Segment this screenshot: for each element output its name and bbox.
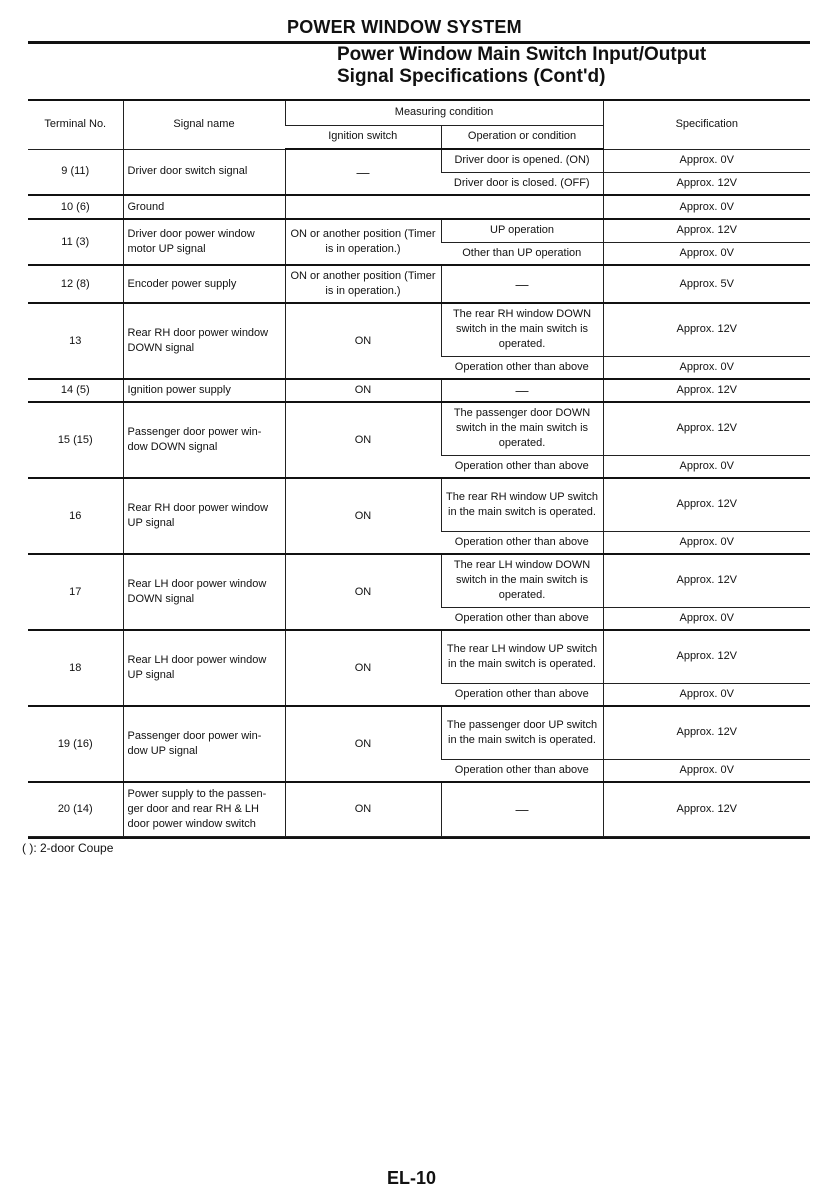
header-measuring-condition: Measuring condition	[285, 101, 603, 125]
table-bottom-rule	[28, 837, 810, 839]
specification-cell: Approx. 0V	[603, 683, 810, 706]
operation-cell: —	[441, 265, 603, 303]
operation-cell: The rear RH window UP switch in the main switch is operated.	[441, 478, 603, 531]
specification-cell: Approx. 0V	[603, 242, 810, 265]
header-terminal: Terminal No.	[28, 101, 123, 149]
operation-cell: The rear RH window DOWN switch in the main switch is operated.	[441, 303, 603, 356]
table-row	[28, 149, 810, 172]
operation-cell: —	[441, 782, 603, 836]
ignition-cell: ON	[285, 478, 441, 554]
signal-spec-table	[28, 101, 810, 837]
signal-name-cell: Rear LH door power window DOWN signal	[123, 554, 285, 630]
specification-cell: Approx. 0V	[603, 759, 810, 782]
terminal-cell: 18	[28, 630, 123, 706]
operation-cell: Operation other than above	[441, 607, 603, 630]
header-ignition-switch: Ignition switch	[285, 125, 441, 149]
signal-name-cell: Passenger door power win-dow DOWN signal	[123, 402, 285, 478]
table-row	[28, 782, 810, 836]
table-row	[28, 630, 810, 683]
specification-cell: Approx. 12V	[603, 172, 810, 195]
specification-cell: Approx. 12V	[603, 782, 810, 836]
terminal-cell: 13	[28, 303, 123, 379]
specification-cell: Approx. 12V	[603, 706, 810, 759]
ignition-cell: ON	[285, 379, 441, 402]
header-operation: Operation or condition	[441, 125, 603, 149]
specification-cell: Approx. 12V	[603, 303, 810, 356]
operation-cell: Operation other than above	[441, 455, 603, 478]
signal-name-cell: Rear RH door power window UP signal	[123, 478, 285, 554]
signal-name-cell: Ground	[123, 195, 285, 219]
operation-cell: The passenger door UP switch in the main switch is operated.	[441, 706, 603, 759]
operation-cell: Driver door is closed. (OFF)	[441, 172, 603, 195]
operation-cell: Operation other than above	[441, 683, 603, 706]
specification-cell: Approx. 12V	[603, 554, 810, 607]
terminal-cell: 10 (6)	[28, 195, 123, 219]
signal-name-cell: Encoder power supply	[123, 265, 285, 303]
subtitle-line-1: Power Window Main Switch Input/Output	[337, 44, 707, 65]
ignition-cell: ON	[285, 706, 441, 782]
specification-cell: Approx. 0V	[603, 455, 810, 478]
operation-cell: The passenger door DOWN switch in the main switch is operated.	[441, 402, 603, 455]
header-signal-name: Signal name	[123, 101, 285, 149]
terminal-cell: 16	[28, 478, 123, 554]
ignition-cell: ON or another position (Timer is in operation.)	[285, 265, 441, 303]
table-row	[28, 265, 810, 303]
terminal-cell: 19 (16)	[28, 706, 123, 782]
page-number: EL-10	[387, 1168, 437, 1188]
operation-cell: Other than UP operation	[441, 242, 603, 265]
signal-name-cell: Passenger door power win-dow UP signal	[123, 706, 285, 782]
operation-cell: Operation other than above	[441, 531, 603, 554]
operation-cell: Driver door is opened. (ON)	[441, 149, 603, 172]
terminal-cell: 17	[28, 554, 123, 630]
signal-name-cell: Driver door switch signal	[123, 149, 285, 195]
operation-cell: The rear LH window UP switch in the main switch is operated.	[441, 630, 603, 683]
table-row	[28, 219, 810, 242]
specification-cell: Approx. 12V	[603, 402, 810, 455]
signal-name-cell: Ignition power supply	[123, 379, 285, 402]
signal-name-cell: Power supply to the passen-ger door and rear RH & LH door power window switch	[123, 782, 285, 836]
ignition-cell: ON	[285, 782, 441, 836]
terminal-cell: 14 (5)	[28, 379, 123, 402]
ignition-cell: ON	[285, 630, 441, 706]
section-title: POWER WINDOW SYSTEM	[287, 17, 522, 37]
terminal-cell: 15 (15)	[28, 402, 123, 478]
specification-cell: Approx. 5V	[603, 265, 810, 303]
operation-cell: Operation other than above	[441, 356, 603, 379]
terminal-cell: 11 (3)	[28, 219, 123, 265]
table-row	[28, 379, 810, 402]
specification-cell: Approx. 12V	[603, 379, 810, 402]
page-subtitle	[337, 44, 706, 88]
signal-name-cell: Driver door power window motor UP signal	[123, 219, 285, 265]
table-row	[28, 402, 810, 455]
ignition-cell	[285, 195, 603, 219]
table-row	[28, 478, 810, 531]
operation-cell: —	[441, 379, 603, 402]
operation-cell: The rear LH window DOWN switch in the main switch is operated.	[441, 554, 603, 607]
specification-cell: Approx. 0V	[603, 149, 810, 172]
specification-cell: Approx. 0V	[603, 607, 810, 630]
terminal-cell: 20 (14)	[28, 782, 123, 836]
table-row	[28, 303, 810, 356]
ignition-cell: ON or another position (Timer is in operation.)	[285, 219, 441, 265]
operation-cell: Operation other than above	[441, 759, 603, 782]
specification-cell: Approx. 0V	[603, 195, 810, 219]
subtitle-line-2: Signal Specifications (Cont'd)	[337, 66, 606, 87]
ignition-cell: ON	[285, 303, 441, 379]
ignition-cell: ON	[285, 554, 441, 630]
table-row	[28, 195, 810, 219]
table-row	[28, 554, 810, 607]
ignition-cell: —	[285, 149, 441, 195]
terminal-cell: 12 (8)	[28, 265, 123, 303]
header-specification: Specification	[603, 101, 810, 149]
specification-cell: Approx. 0V	[603, 531, 810, 554]
footnote: ( ): 2-door Coupe	[22, 841, 114, 855]
specification-cell: Approx. 12V	[603, 219, 810, 242]
signal-name-cell: Rear LH door power window UP signal	[123, 630, 285, 706]
ignition-cell: ON	[285, 402, 441, 478]
operation-cell: UP operation	[441, 219, 603, 242]
specification-cell: Approx. 0V	[603, 356, 810, 379]
specification-cell: Approx. 12V	[603, 630, 810, 683]
specification-cell: Approx. 12V	[603, 478, 810, 531]
signal-name-cell: Rear RH door power window DOWN signal	[123, 303, 285, 379]
table-row	[28, 706, 810, 759]
terminal-cell: 9 (11)	[28, 149, 123, 195]
